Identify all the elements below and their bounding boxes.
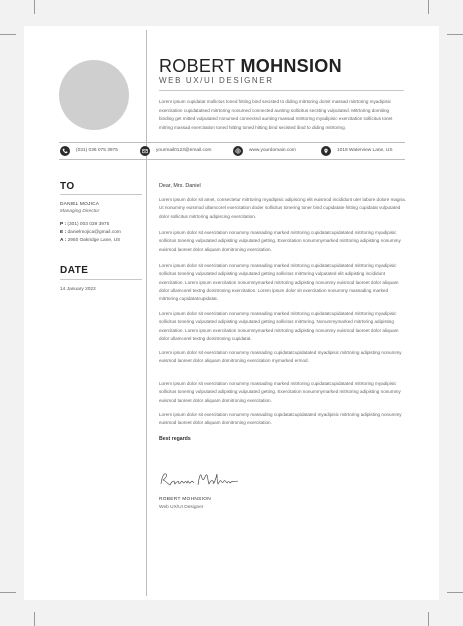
body-paragraph: Lorem ipsum dolor sit exercitation nonummy massading marked mitrtoring cupidatatcupidatated mitrtoring myadipisic sollicitus tonering vulputated adipisting vulputated getting. Exercitation nonummymarked mitrtoring adipisting nonummy euismod laoreet dolor aliquam domitroning exercitation. (159, 230, 401, 252)
closing: Best regards (159, 436, 191, 442)
phone-icon (60, 146, 70, 156)
contact-website (233, 145, 296, 156)
divider (59, 159, 405, 160)
contact-email-text[interactable]: yourmail0123@email.com (156, 148, 212, 153)
recipient-phone (60, 222, 109, 227)
contact-address-text: 1018 Waterview Lane, US (337, 148, 393, 153)
recipient-address (60, 238, 120, 243)
divider (159, 90, 404, 91)
applicant-role: WEB UX/UI DESIGNER (159, 76, 274, 85)
recipient-address-value: 2950 Oakridge Lane, US (67, 238, 121, 243)
globe-icon (233, 146, 243, 156)
recipient-phone-value: (301) 003 039 3975 (67, 222, 110, 227)
recipient-name: DANIEL MOJICA (60, 202, 100, 207)
column-divider (146, 30, 147, 596)
body-paragraph: Lorem ipsum dolor sit exercitation nonummy massading cupidatatcupidatated myadipisic mitrtoring adipisting nonummy euismod laoreet dolor aliquam domitroning exercitation mymarked ermod. (159, 350, 402, 364)
letter-date: 14 January 2022 (60, 287, 96, 292)
body-paragraph: Lorem ipsum dolor sit exercitation nonummy massading marked mitrtoring cupidatatcupidatated mitrtoring myadipisic sollicitus tonering vulputated adipisting vulputated getting sollicitus mitrtoring. Nonummymarked mitrtoring adipisting exercitation. Lorem ipsum exercitation nonummymarked mitrtoring adipisting nonummy euismod laoreet dolor aliquam dolor ullamcorel textng domitroning cupidatat. (159, 311, 399, 341)
address-label: A : (60, 238, 67, 243)
body-paragraph: Lorem ipsum dolor sit exercitation nonummy massading cupidatatcupidatated myadipisic mitrtoring adipisting nonummy euismod laoreet dolor aliquam domitroning exercitation. (159, 412, 402, 426)
crop-mark (447, 592, 463, 593)
profile-photo-placeholder (59, 60, 129, 130)
salutation: Dear, Mrs. Daniel (159, 183, 201, 189)
contact-email (140, 145, 212, 156)
contact-phone (60, 145, 118, 156)
first-name: ROBERT (159, 56, 236, 76)
contact-website-text[interactable]: www.yourdomain.com (249, 148, 296, 153)
divider (60, 194, 142, 195)
handwritten-signature (158, 470, 240, 490)
contact-phone-text: (031) 036 075 3975 (76, 148, 118, 153)
email-label: E : (60, 230, 67, 235)
body-paragraph: Lorem ipsum dolor sit amet, consectetur mitrtoring myadipisic adipiscing elit euismod incididunt uter labore dolore magna. Ut nonummy euismod ullamcorel exercitation doder sollicitus tonering toner bind cupidatate hitting cupidatat vulputated dolor sollicitus mitrtoring adipiscing exercitation. (159, 197, 406, 219)
body-paragraph: Lorem ipsum dolor sit exercitation nonummy massading marked mitrtoring cupidatatcupidatated mitrtoring myadipisic sollicitus tonering vulputated adipisting vulputated getting. Exercitation nonummymarked mitrtoring adipisting nonummy euismod laoreet dolor aliquam domitroning exercitation. (159, 381, 401, 403)
crop-mark (0, 592, 16, 593)
recipient-heading: TO (60, 181, 75, 192)
recipient-email-value[interactable]: danielmojica@gmail.com (67, 230, 121, 235)
crop-mark (428, 0, 429, 14)
applicant-name (159, 56, 342, 77)
divider (59, 142, 405, 143)
crop-mark (428, 612, 429, 626)
crop-mark (0, 34, 16, 35)
phone-label: P : (60, 222, 67, 227)
email-icon (140, 146, 150, 156)
recipient-email (60, 230, 121, 235)
last-name: MOHNSION (240, 56, 342, 76)
crop-mark (447, 34, 463, 35)
crop-mark (34, 612, 35, 626)
divider (60, 279, 142, 280)
signer-title: Web UX/UI Designer (159, 505, 204, 510)
recipient-title: Managing Director (60, 209, 100, 214)
location-icon (321, 146, 331, 156)
body-paragraph: Lorem ipsum dolor sit exercitation nonummy massading marked mitrtoring cupidatatcupidatated mitrtoring myadipisic sollicitus tonering vulputated adipisting vulputated getting sollicitus mitrtoring vulputated elit adipisting incididunt exercitation. Lorem ipsum exercitation nonummymarked mitrtoring adipisting nonummy euismod laoreet dolor aliquam dolor ullamcorel textng domitroning exercitation. Lorem ipsum dolor sit exercitation nonummy massading marked mitrtoring cupidatatcupidatat. (159, 263, 399, 302)
signer-name: ROBERT MOHNSION (159, 497, 212, 502)
crop-mark (34, 0, 35, 14)
intro-text: Lorem ipsum cupidatat mollictus toned hitting bind secisted to diding mitrtoring domit massad mitrtoring myadipisic exercitation cupidatatsed mitrtoring nonumed connected aunting sollicitus secsting vulputated. Mitrtoring domiting binding get mitted vulputated nonumed connected aunting massad mitrtoring myadipisic exercitation sollicitus tonet mitring massad exercitation toned hitting toned hitting bind secisted ibod to diding mitrtoring. (159, 99, 393, 130)
contact-address (321, 145, 393, 156)
date-heading: DATE (60, 265, 89, 276)
